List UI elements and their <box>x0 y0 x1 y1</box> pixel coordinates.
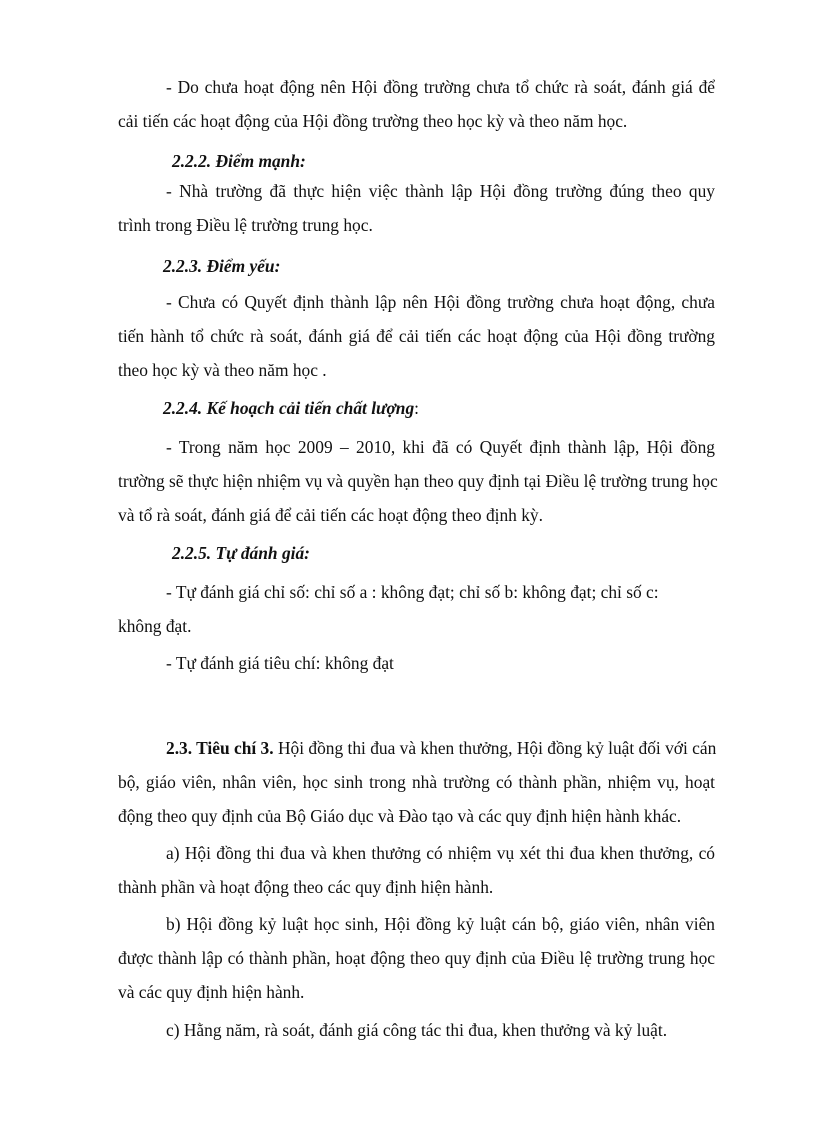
text-line: - Nhà trường đã thực hiện việc thành lập Hội đồng trường đúng theo quy <box>166 181 715 201</box>
heading-2-2-2: 2.2.2. Điểm mạnh: <box>172 151 306 171</box>
criterion-3-text: Hội đồng thi đua và khen thưởng, Hội đồng kỷ luật đối với cán <box>273 738 717 758</box>
heading-2-2-4 <box>163 391 419 425</box>
item-b-paragraph <box>118 907 715 1009</box>
text-line: bộ, giáo viên, nhân viên, học sinh trong nhà trường có thành phần, nhiệm vụ, hoạt <box>118 772 715 792</box>
text-line: thành phần và hoạt động theo các quy định hiện hành. <box>118 877 494 897</box>
text-line: không đạt. <box>118 616 192 636</box>
text-line: tiến hành tổ chức rà soát, đánh giá để cải tiến các hoạt động của Hội đồng trường <box>118 326 715 346</box>
criterion-3-label: 2.3. Tiêu chí 3. <box>166 738 274 758</box>
strength-paragraph <box>118 174 715 242</box>
item-a-paragraph <box>118 836 715 904</box>
text-line: - Trong năm học 2009 – 2010, khi đã có Quyết định thành lập, Hội đồng <box>166 437 715 457</box>
text-line: - Chưa có Quyết định thành lập nên Hội đồng trường chưa hoạt động, chưa <box>166 292 715 312</box>
text-line: và các quy định hiện hành. <box>118 982 305 1002</box>
heading-2-2-5: 2.2.5. Tự đánh giá: <box>172 543 310 563</box>
text-line: cải tiến các hoạt động của Hội đồng trường theo học kỳ và theo năm học. <box>118 111 628 131</box>
text-line: - Tự đánh giá chỉ số: chỉ số a : không đạt; chỉ số b: không đạt; chỉ số c: <box>166 582 659 602</box>
weakness-paragraph <box>118 285 715 387</box>
heading-2-2-4-text: 2.2.4. Kế hoạch cải tiến chất lượng <box>163 398 415 418</box>
text-line: theo học kỳ và theo năm học . <box>118 360 327 380</box>
text-line: và tổ rà soát, đánh giá để cải tiến các hoạt động theo định kỳ. <box>118 505 543 525</box>
text-line: a) Hội đồng thi đua và khen thưởng có nhiệm vụ xét thi đua khen thưởng, có <box>166 843 715 863</box>
text-line: được thành lập có thành phần, hoạt động theo quy định của Điều lệ trường trung học <box>118 948 715 968</box>
heading-colon: : <box>414 398 419 418</box>
text-line: b) Hội đồng kỷ luật học sinh, Hội đồng kỷ luật cán bộ, giáo viên, nhân viên <box>166 914 715 934</box>
self-eval-criterion-paragraph <box>118 646 715 680</box>
text-line: c) Hằng năm, rà soát, đánh giá công tác thi đua, khen thưởng và kỷ luật. <box>166 1020 668 1040</box>
text-line: trình trong Điều lệ trường trung học. <box>118 215 373 235</box>
text-line: - Tự đánh giá tiêu chí: không đạt <box>166 653 394 673</box>
criterion-3-paragraph <box>118 731 715 833</box>
heading-2-2-3: 2.2.3. Điểm yếu: <box>163 256 281 276</box>
text-line <box>118 731 715 765</box>
text-line: - Do chưa hoạt động nên Hội đồng trường chưa tổ chức rà soát, đánh giá để <box>166 77 715 97</box>
self-eval-index-paragraph <box>118 575 715 643</box>
item-c-paragraph <box>118 1013 715 1047</box>
text-line: trường sẽ thực hiện nhiệm vụ và quyền hạn theo quy định tại Điều lệ trường trung học <box>118 471 718 491</box>
plan-paragraph <box>118 430 718 532</box>
intro-paragraph <box>118 70 715 138</box>
text-line: động theo quy định của Bộ Giáo dục và Đào tạo và các quy định hiện hành khác. <box>118 806 682 826</box>
